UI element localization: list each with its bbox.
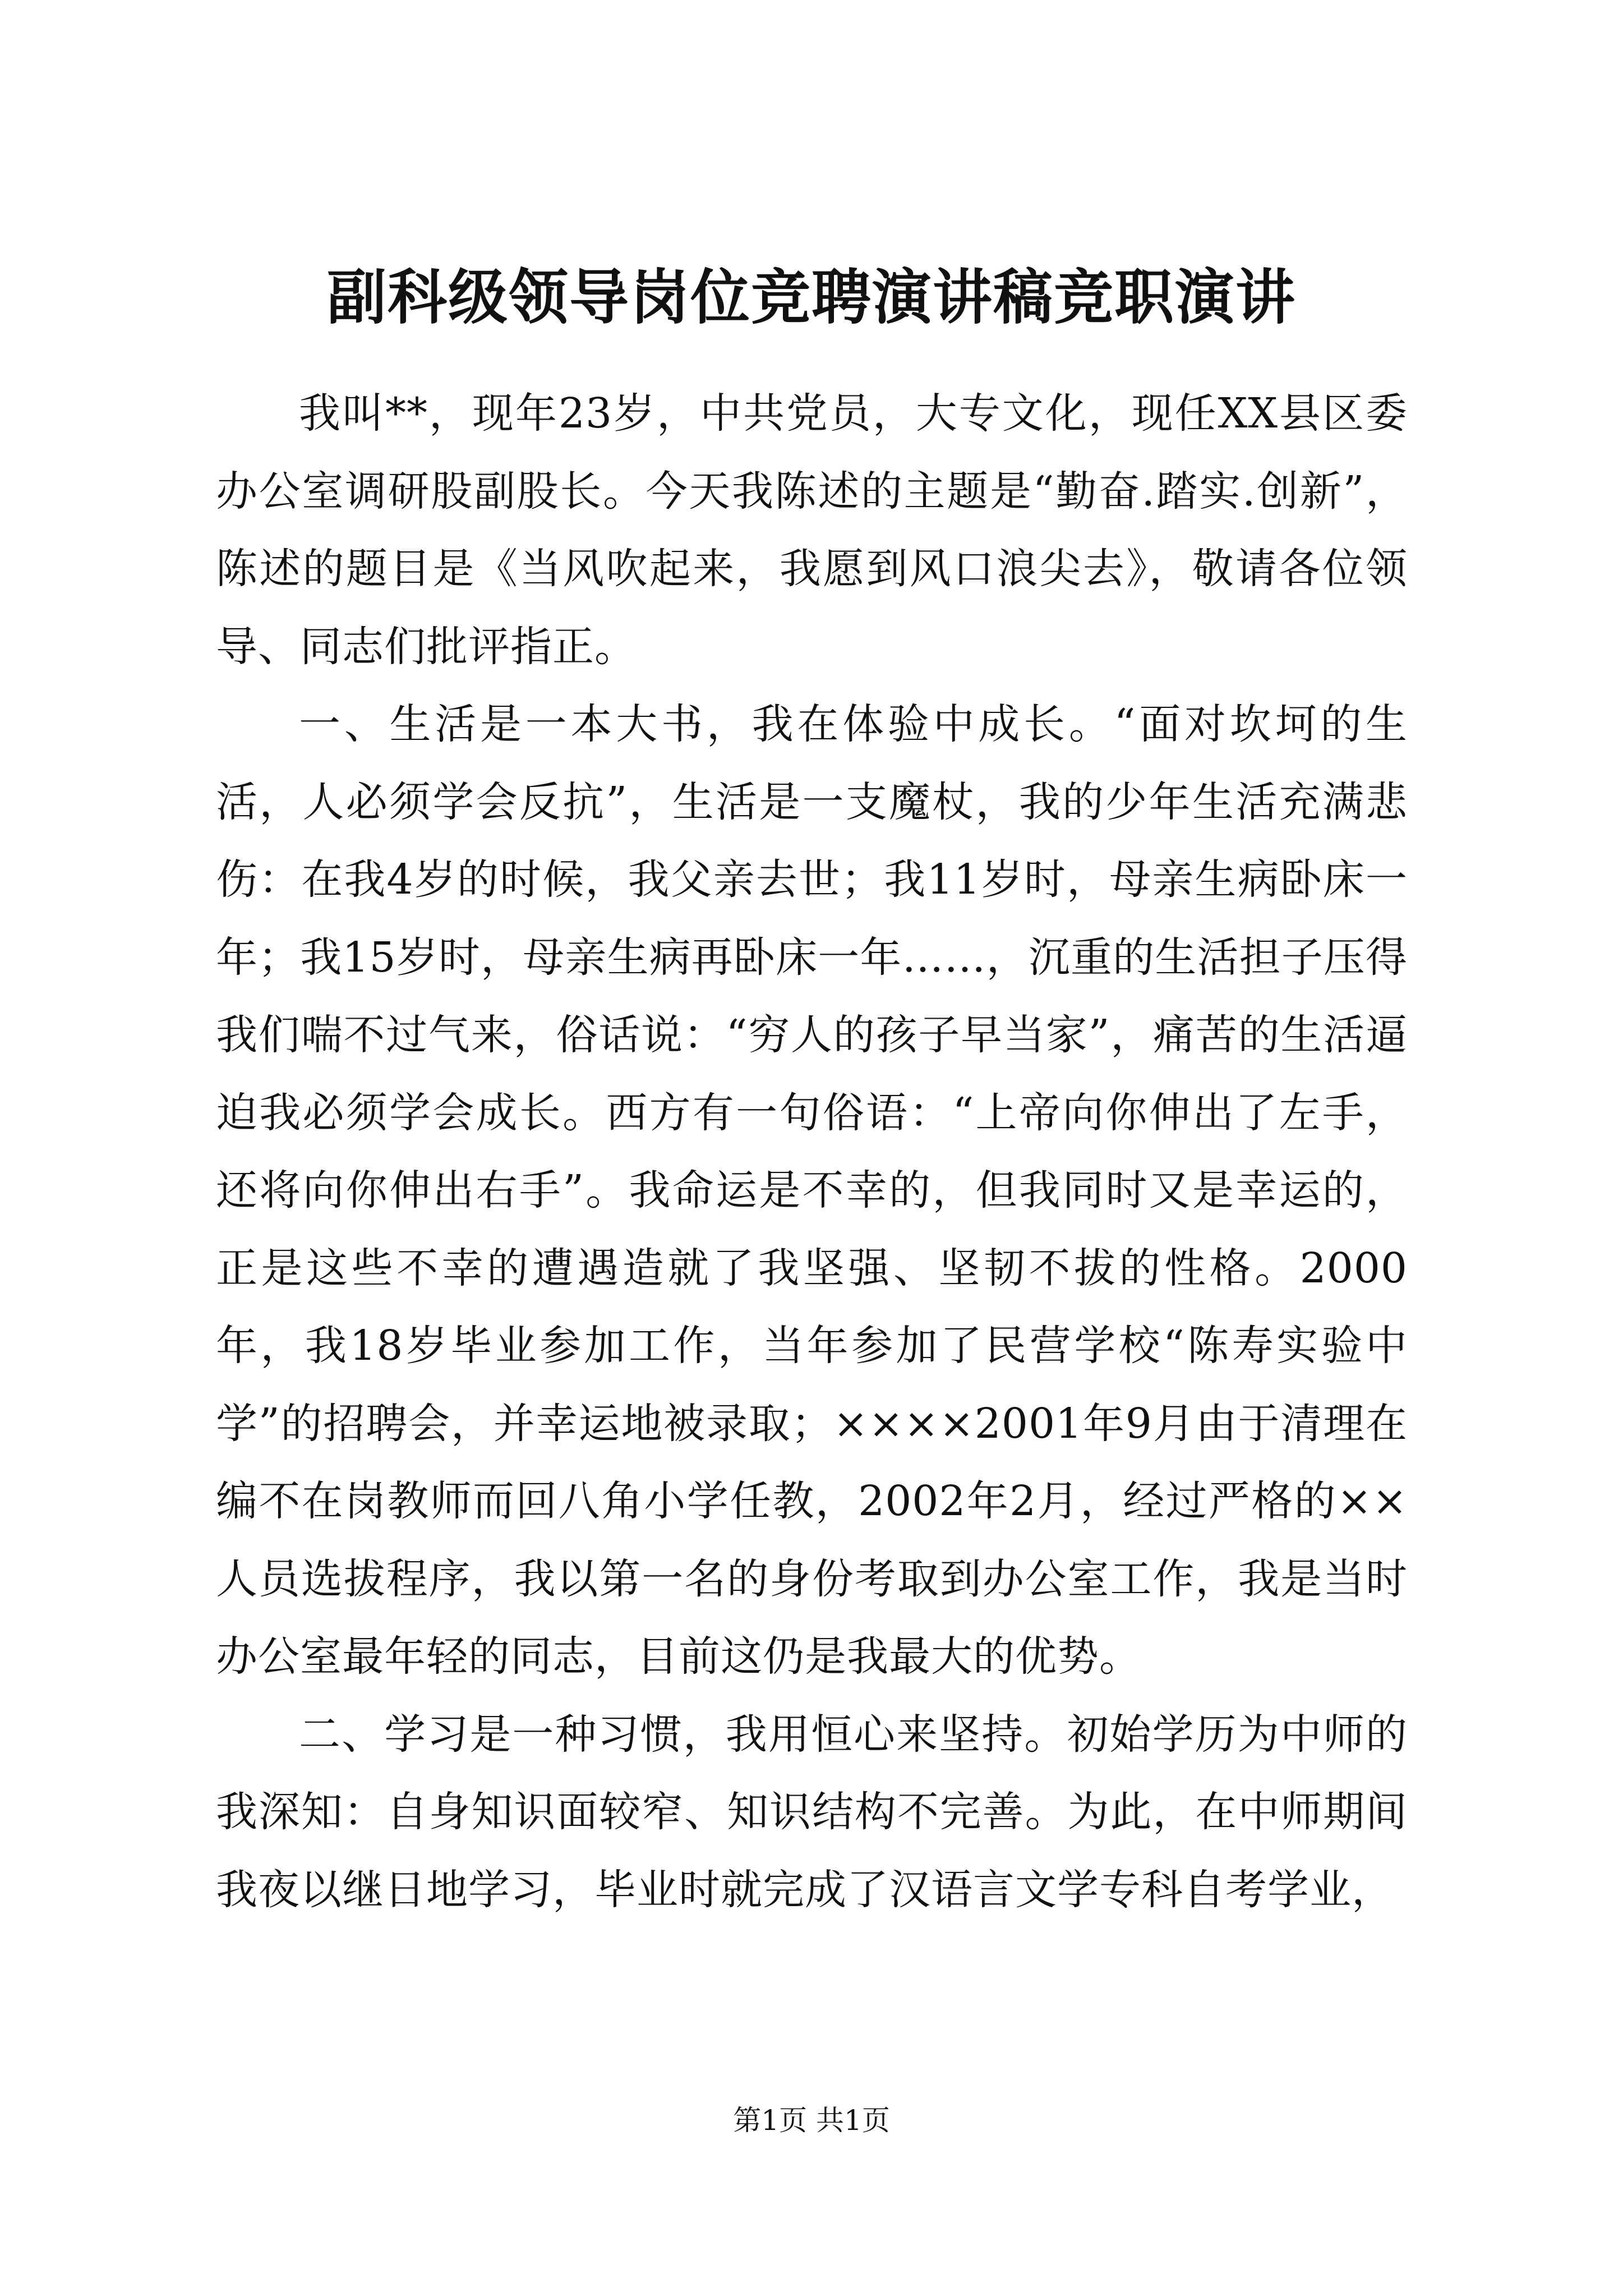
paragraph-study: 二、学习是一种习惯，我用恒心来坚持。初始学历为中师的我深知：自身知识面较窄、知识结构不完善。为此，在中师期间我夜以继日地学习，毕业时就完成了汉语言文学专科自考学业， (216, 1710, 1408, 1914)
page-number-footer: 第1页 共1页 (733, 2104, 890, 2137)
paragraph-intro: 我叫**，现年23岁，中共党员，大专文化，现任XX县区委办公室调研股副股长。今天我陈述的主题是“勤奋.踏实.创新”，陈述的题目是《当风吹起来，我愿到风口浪尖去》，敬请各位领导、同志们批评指正。 (216, 389, 1408, 671)
document-title: 副科级领导岗位竞聘演讲稿竞职演讲 (327, 262, 1296, 332)
document-body (216, 375, 1408, 1929)
paragraph-life: 一、生活是一本大书，我在体验中成长。“面对坎坷的生活，人必须学会反抗”，生活是一支魔杖，我的少年生活充满悲伤：在我4岁的时候，我父亲去世；我11岁时，母亲生病卧床一年；我15岁时，母亲生病再卧床一年……，沉重的生活担子压得我们喘不过气来，俗话说：“穷人的孩子早当家”，痛苦的生活逼迫我必须学会成长。西方有一句俗语：“上帝向你伸出了左手，还将向你伸出右手”。我命运是不幸的，但我同时又是幸运的，正是这些不幸的遭遇造就了我坚强、坚韧不拔的性格。2000年，我18岁毕业参加工作，当年参加了民营学校“陈寿实验中学”的招聘会，并幸运地被录取；××××2001年9月由于清理在编不在岗教师而回八角小学任教，2002年2月，经过严格的××人员选拔程序，我以第一名的身份考取到办公室工作，我是当时办公室最年轻的同志，目前这仍是我最大的优势。 (216, 700, 1408, 1681)
